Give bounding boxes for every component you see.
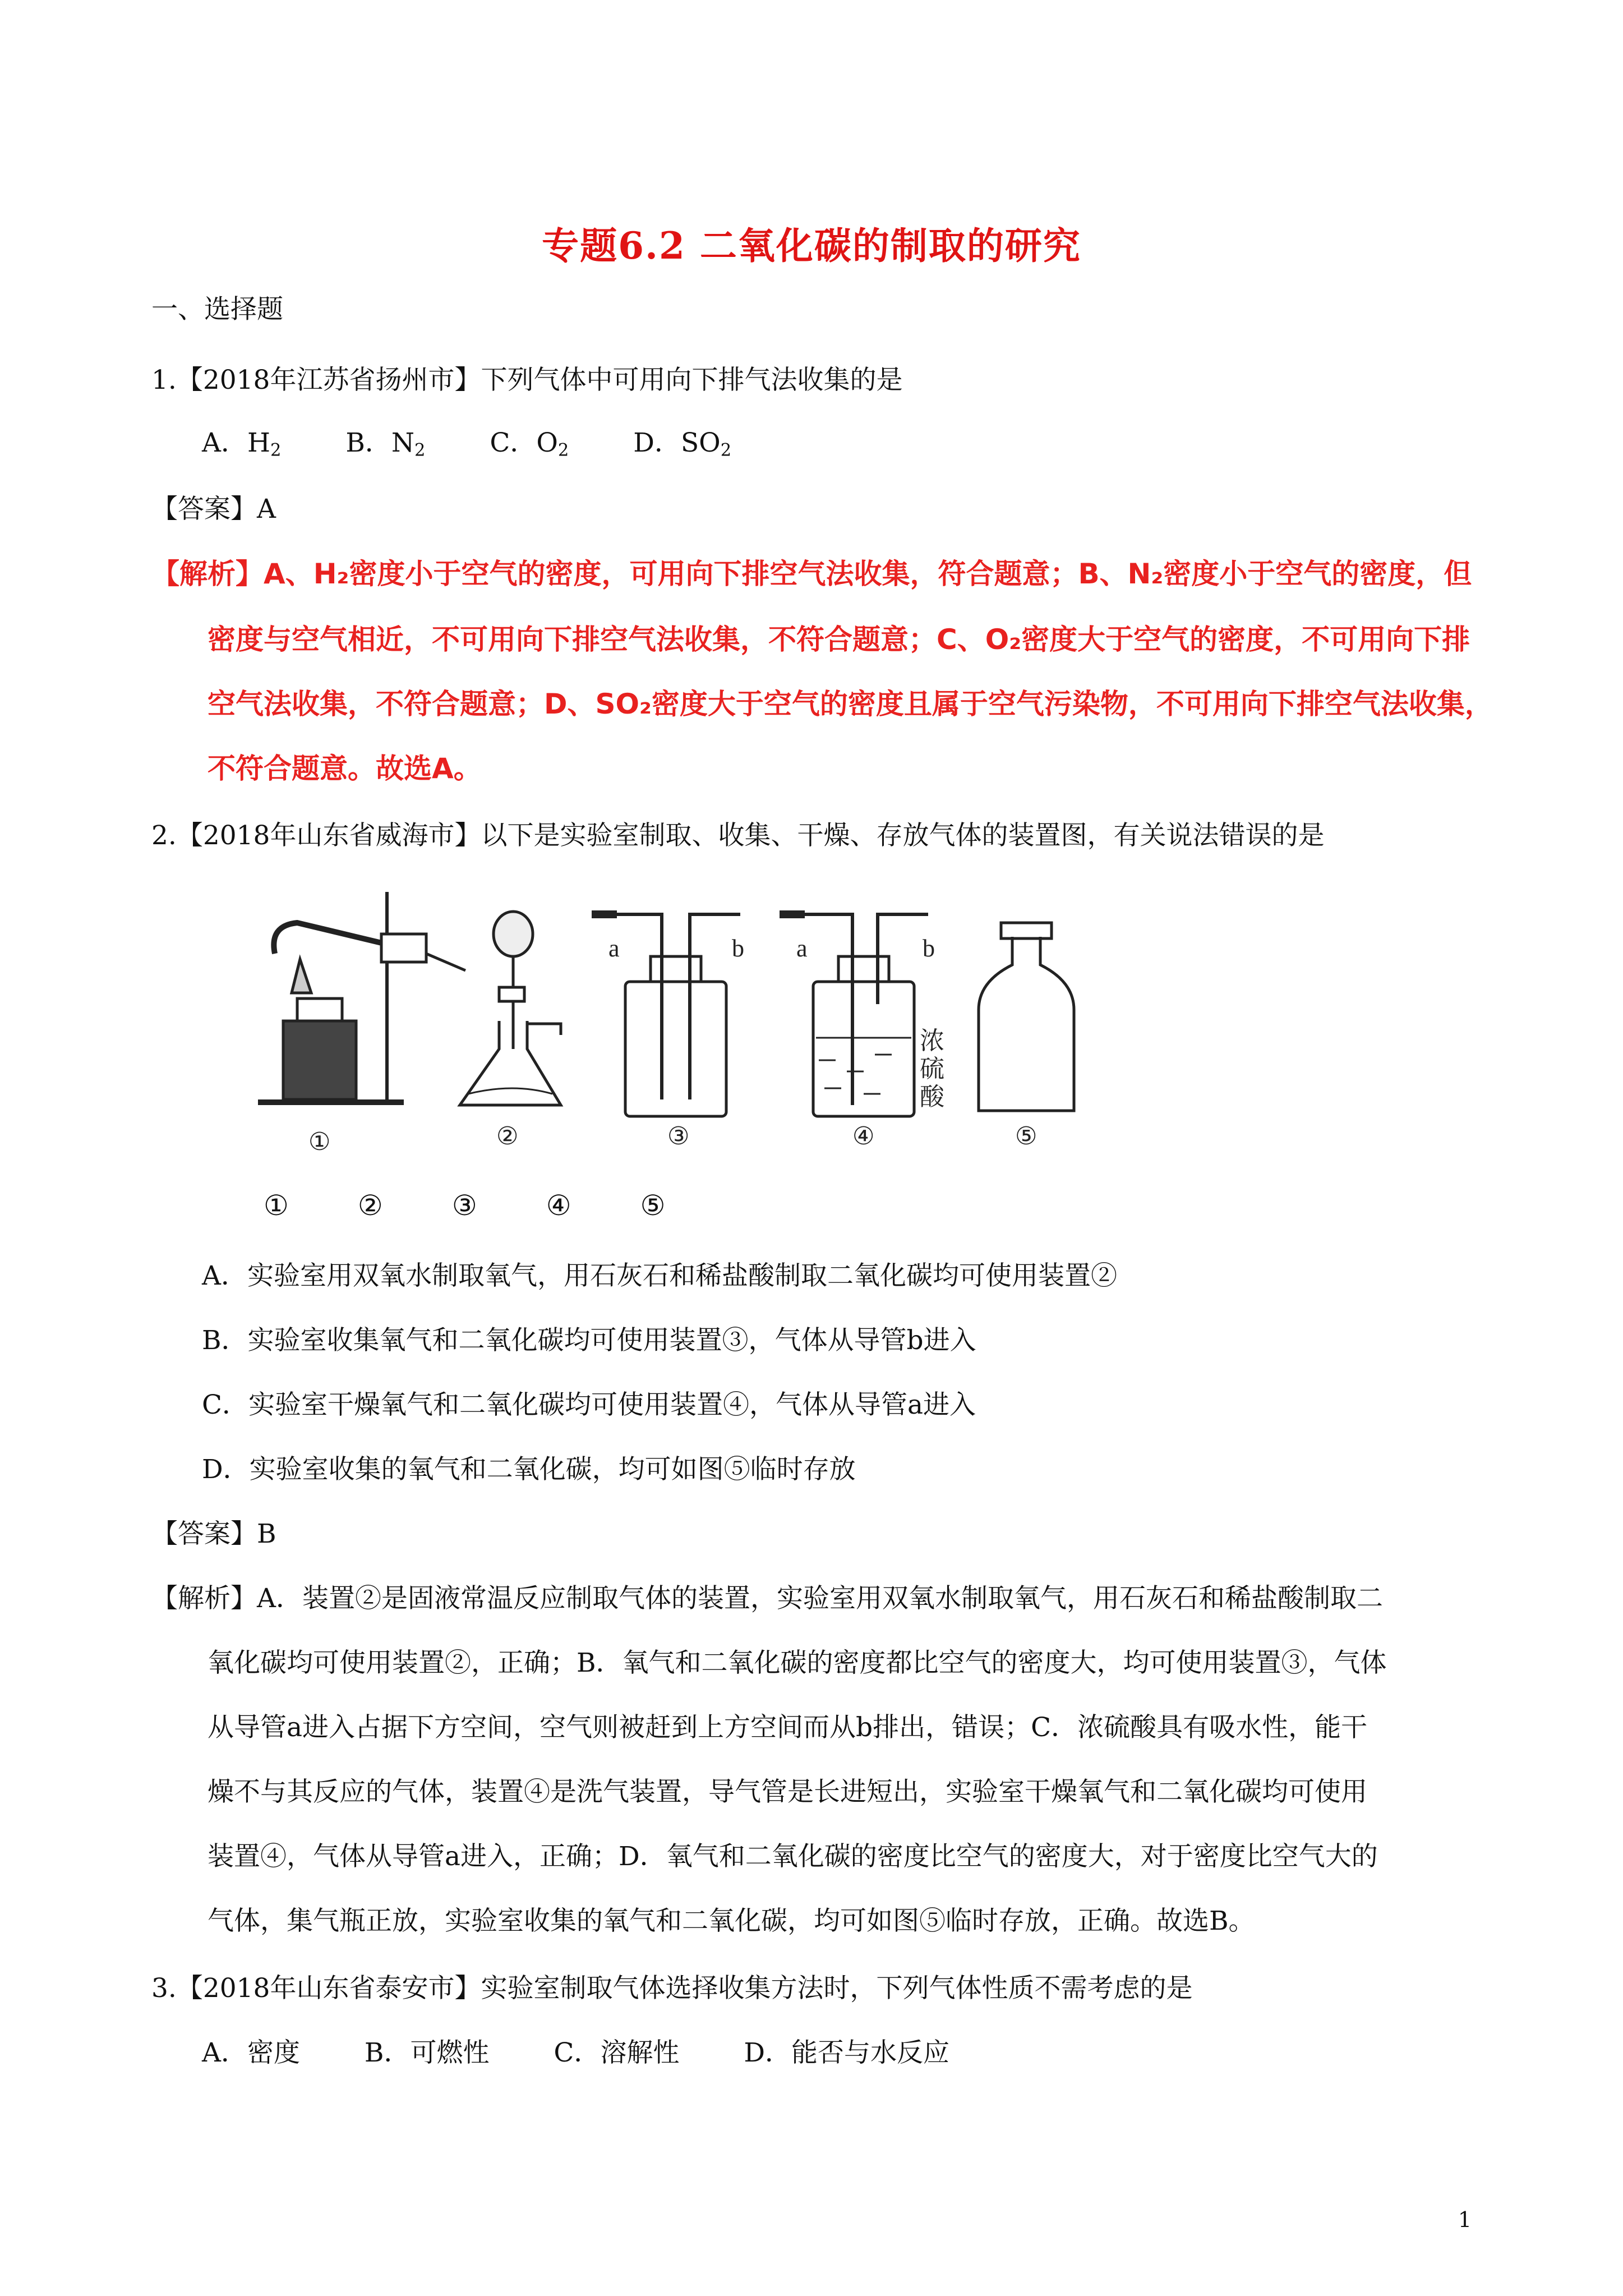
q2-explain-line: 燥不与其反应的气体，装置④是洗气装置，导气管是长进短出，实验室干燥氧气和二氧化碳均可使用: [208, 1777, 1367, 1807]
apparatus-5-storage-bottle: [979, 923, 1074, 1111]
apparatus-2-flask: [460, 912, 561, 1105]
q2-explain-line: 【解析】A．装置②是固液常温反应制取气体的装置，实验室用双氧水制取氧气，用石灰石和稀盐酸制取二: [151, 1583, 1383, 1614]
acid-label: 硫: [920, 1055, 944, 1083]
figure-label-3: ③: [667, 1122, 690, 1150]
q1-explain-line: 【解析】A、H₂密度小于空气的密度，可用向下排空气法收集，符合题意；B、N₂密度小于空气的密度，但: [151, 558, 1472, 590]
q3-option-b: B．可燃性: [364, 2037, 490, 2068]
tube-b-label-3: b: [732, 935, 744, 962]
q3-option-d: D．能否与水反应: [744, 2037, 950, 2068]
q2-explain-line: 从导管a进入占据下方空间，空气则被赶到上方空间而从b排出，错误；C．浓硫酸具有吸水性，能干: [208, 1712, 1368, 1743]
q1-option-c: C．$O_2$: [490, 427, 569, 461]
figure-label-4: ④: [852, 1122, 875, 1150]
q1-answer: 【答案】A: [151, 494, 276, 524]
q2-option-b: B．实验室收集氧气和二氧化碳均可使用装置③，气体从导管b进入: [202, 1325, 976, 1356]
document-title: 专题6.2 二氧化碳的制取的研究: [542, 224, 1081, 268]
q2-option-a: A．实验室用双氧水制取氧气，用石灰石和稀盐酸制取二氧化碳均可使用装置②: [202, 1260, 1117, 1291]
caption-label-1: ①: [264, 1189, 289, 1222]
acid-label: 酸: [920, 1083, 944, 1111]
q1-option-b: B．$N_2$: [345, 427, 426, 461]
q3-option-a: A．密度: [202, 2037, 300, 2068]
q3-option-c: C．溶解性: [554, 2037, 680, 2068]
tube-b-label-4: b: [923, 935, 935, 962]
q2-option-d: D．实验室收集的氧气和二氧化碳，均可如图⑤临时存放: [202, 1454, 856, 1485]
q1-stem: 1.【2018年江苏省扬州市】下列气体中可用向下排气法收集的是: [151, 365, 903, 395]
figure-label-5: ⑤: [1015, 1122, 1038, 1150]
q1-options: [202, 426, 787, 468]
tube-a-label-3: a: [608, 935, 620, 962]
apparatus-figure: [258, 881, 1110, 1212]
q2-explain-line: 氧化碳均可使用装置②，正确；B．氧气和二氧化碳的密度都比空气的密度大，均可使用装置③，气体: [208, 1648, 1387, 1678]
figure-caption-row: [264, 1189, 726, 1222]
acid-label: 浓: [920, 1027, 944, 1055]
figure-label-1: ①: [308, 1128, 331, 1156]
q3-stem: 3.【2018年山东省泰安市】实验室制取气体选择收集方法时，下列气体性质不需考虑的是: [151, 1973, 1193, 2004]
page-number: 1: [1458, 2207, 1472, 2232]
caption-label-5: ⑤: [640, 1189, 666, 1222]
q2-stem: 2.【2018年山东省威海市】以下是实验室制取、收集、干燥、存放气体的装置图，有关说法错误的是: [151, 820, 1325, 851]
q1-explain-line: 密度与空气相近，不可用向下排空气法收集，不符合题意；C、O₂密度大于空气的密度，不可用向下排: [208, 623, 1470, 656]
q1-option-a: A．$H_2$: [202, 427, 282, 461]
tube-a-label-4: a: [796, 935, 808, 962]
apparatus-1-heating: [258, 892, 465, 1102]
q1-option-d: D．$SO_2$: [633, 427, 732, 461]
q1-explain-line: 不符合题意。故选A。: [208, 752, 482, 785]
q3-options: [202, 2036, 1006, 2070]
q2-explain-line: 装置④，气体从导管a进入，正确；D．氧气和二氧化碳的密度比空气的密度大，对于密度比空气大的: [208, 1841, 1378, 1872]
caption-label-4: ④: [546, 1189, 571, 1222]
caption-label-2: ②: [357, 1189, 383, 1222]
q2-explain-line: 气体，集气瓶正放，实验室收集的氧气和二氧化碳，均可如图⑤临时存放，正确。故选B。: [208, 1906, 1255, 1936]
q2-answer: 【答案】B: [151, 1519, 276, 1549]
section-heading: 一、选择题: [151, 294, 283, 325]
q2-option-c: C．实验室干燥氧气和二氧化碳均可使用装置④，气体从导管a进入: [202, 1389, 976, 1420]
figure-label-2: ②: [496, 1122, 519, 1150]
q1-explain-line: 空气法收集，不符合题意；D、SO₂密度大于空气的密度且属于空气污染物，不可用向下排空气法收集，: [208, 688, 1493, 720]
caption-label-3: ③: [451, 1189, 477, 1222]
